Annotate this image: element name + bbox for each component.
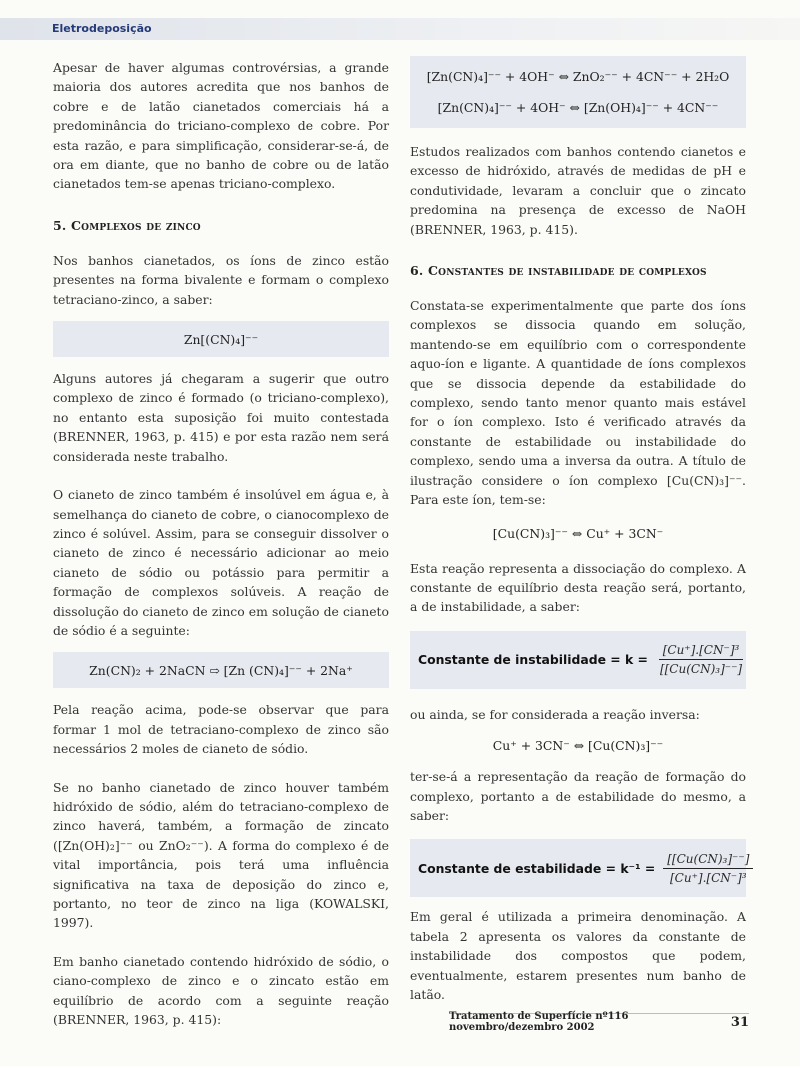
fraction	[656, 643, 746, 676]
paragraph: Estudos realizados com banhos contendo cianetos e excesso de hidróxido, através de medidas de pH e condutividade, levaram a concluir que o zincato predomina na presença de excesso de NaOH (BRENNER, 1963, p. 415).	[410, 144, 746, 237]
fraction-numerator: [Cu⁺].[CN⁻]³	[659, 643, 744, 660]
fraction-denominator: [[Cu(CN)₃]⁻⁻]	[659, 662, 743, 677]
left-column	[53, 58, 389, 1029]
instability-constant-box	[410, 631, 746, 689]
paragraph: O cianeto de zinco também é insolúvel em água e, à semelhança do cianeto de cobre, o cianocomplexo de zinco é solúvel. Assim, para se conseguir dissolver o cianeto de zinco é necessário adicionar ao meio cianeto de sódio ou potássio para permitir a formação de complexos solúveis. A reação de dissolução do cianeto de zinco em solução de cianeto de sódio é a seguinte:	[53, 487, 389, 638]
footer-text: Tratamento de Superfície nº116 novembro/dezembro 2002	[449, 1011, 629, 1033]
paragraph: Nos banhos cianetados, os íons de zinco estão presentes na forma bivalente e formam o complexo tetraciano-zinco, a saber:	[53, 252, 389, 307]
instability-constant-label: Constante de instabilidade = k =	[418, 652, 648, 668]
paragraph: Constata-se experimentalmente que parte dos íons complexos se dissocia quando em solução, mantendo-se em equilíbrio com o correspondente aquo-íon e ligante. A quantidade de íons complexos que se dissocia depende da estabilidade do complexo, sendo tanto menor quanto mais estável for o íon complexo. Isto é verificado através da constante de estabilidade ou instabilidade do complexo, sendo uma a inversa da outra. A título de ilustração considere o íon complexo [Cu(CN)₃]⁻⁻. Para este íon, tem-se:	[410, 298, 746, 508]
formula: [Zn(CN)₄]⁻⁻ + 4OH⁻ ⇔ [Zn(OH)₄]⁻⁻ + 4CN⁻⁻	[437, 100, 719, 115]
formula-box	[53, 652, 389, 688]
section-name: Eletrodeposição	[52, 22, 152, 35]
stability-constant-label: Constante de estabilidade = k⁻¹ =	[418, 860, 656, 876]
section-heading: 5. Complexos de zinco	[53, 217, 201, 233]
paragraph: ou ainda, se for considerada a reação inversa:	[410, 706, 700, 722]
formula: Zn[(CN)₄]⁻⁻	[183, 331, 259, 347]
stability-constant-box	[410, 839, 750, 897]
right-column	[410, 56, 750, 1004]
formula-box	[410, 56, 746, 128]
paragraph: Esta reação representa a dissociação do complexo. A constante de equilíbrio desta reação será, portanto, a de instabilidade, a saber:	[410, 560, 746, 615]
formula-box	[53, 321, 389, 357]
paragraph: Pela reação acima, pode-se observar que para formar 1 mol de tetraciano-complexo de zinco são necessários 2 moles de cianeto de sódio.	[53, 702, 389, 757]
section-heading: 6. Constantes de instabilidade de complexos	[410, 263, 707, 279]
formula: Zn(CN)₂ + 2NaCN ⇨ [Zn (CN)₄]⁻⁻ + 2Na⁺	[89, 662, 353, 678]
fraction	[663, 852, 753, 885]
formula: Cu⁺ + 3CN⁻ ⇔ [Cu(CN)₃]⁻⁻	[492, 738, 664, 754]
footer	[449, 1011, 749, 1033]
paragraph: Em banho cianetado contendo hidróxido de sódio, o ciano-complexo de zinco e o zincato estão em equilíbrio de acordo com a seguinte reação (BRENNER, 1963, p. 415):	[53, 953, 389, 1028]
fraction-numerator: [[Cu(CN)₃]⁻⁻]	[663, 852, 753, 869]
fraction-denominator: [Cu⁺].[CN⁻]³	[670, 870, 747, 885]
paragraph: Alguns autores já chegaram a sugerir que outro complexo de zinco é formado (o triciano-complexo), no entanto esta suposição foi muito contestada (BRENNER, 1963, p. 415) e por esta razão nem será considerada neste trabalho.	[53, 371, 389, 464]
paragraph: ter-se-á a representação da reação de formação do complexo, portanto a de estabilidade do mesmo, a saber:	[410, 769, 746, 823]
paragraph: Em geral é utilizada a primeira denominação. A tabela 2 apresenta os valores da constante de instabilidade dos compostos que podem, eventualmente, estarem presentes num banho de latão.	[410, 909, 746, 1002]
paragraph: Apesar de haver algumas controvérsias, a grande maioria dos autores acredita que nos banhos de cobre e de latão cianetados comerciais há a predominância do triciano-complexo de cobre. Por esta razão, e para simplificação, considerar-se-á, de ora em diante, que no banho de cobre ou de latão cianetados tem-se apenas triciano-complexo.	[53, 60, 389, 192]
formula: [Cu(CN)₃]⁻⁻ ⇔ Cu⁺ + 3CN⁻	[492, 525, 664, 541]
formula: [Zn(CN)₄]⁻⁻ + 4OH⁻ ⇔ ZnO₂⁻⁻ + 4CN⁻⁻ + 2H₂O	[426, 69, 730, 84]
page-number: 31	[730, 1014, 749, 1030]
paragraph: Se no banho cianetado de zinco houver também hidróxido de sódio, além do tetraciano-complexo de zinco haverá, também, a formação de zincato ([Zn(OH)₂]⁻⁻ ou ZnO₂⁻⁻). A forma do complexo é de vital importância, pois terá uma influência significativa na taxa de deposição do zinco e, portanto, no teor de zinco na liga (KOWALSKI, 1997).	[53, 779, 389, 931]
